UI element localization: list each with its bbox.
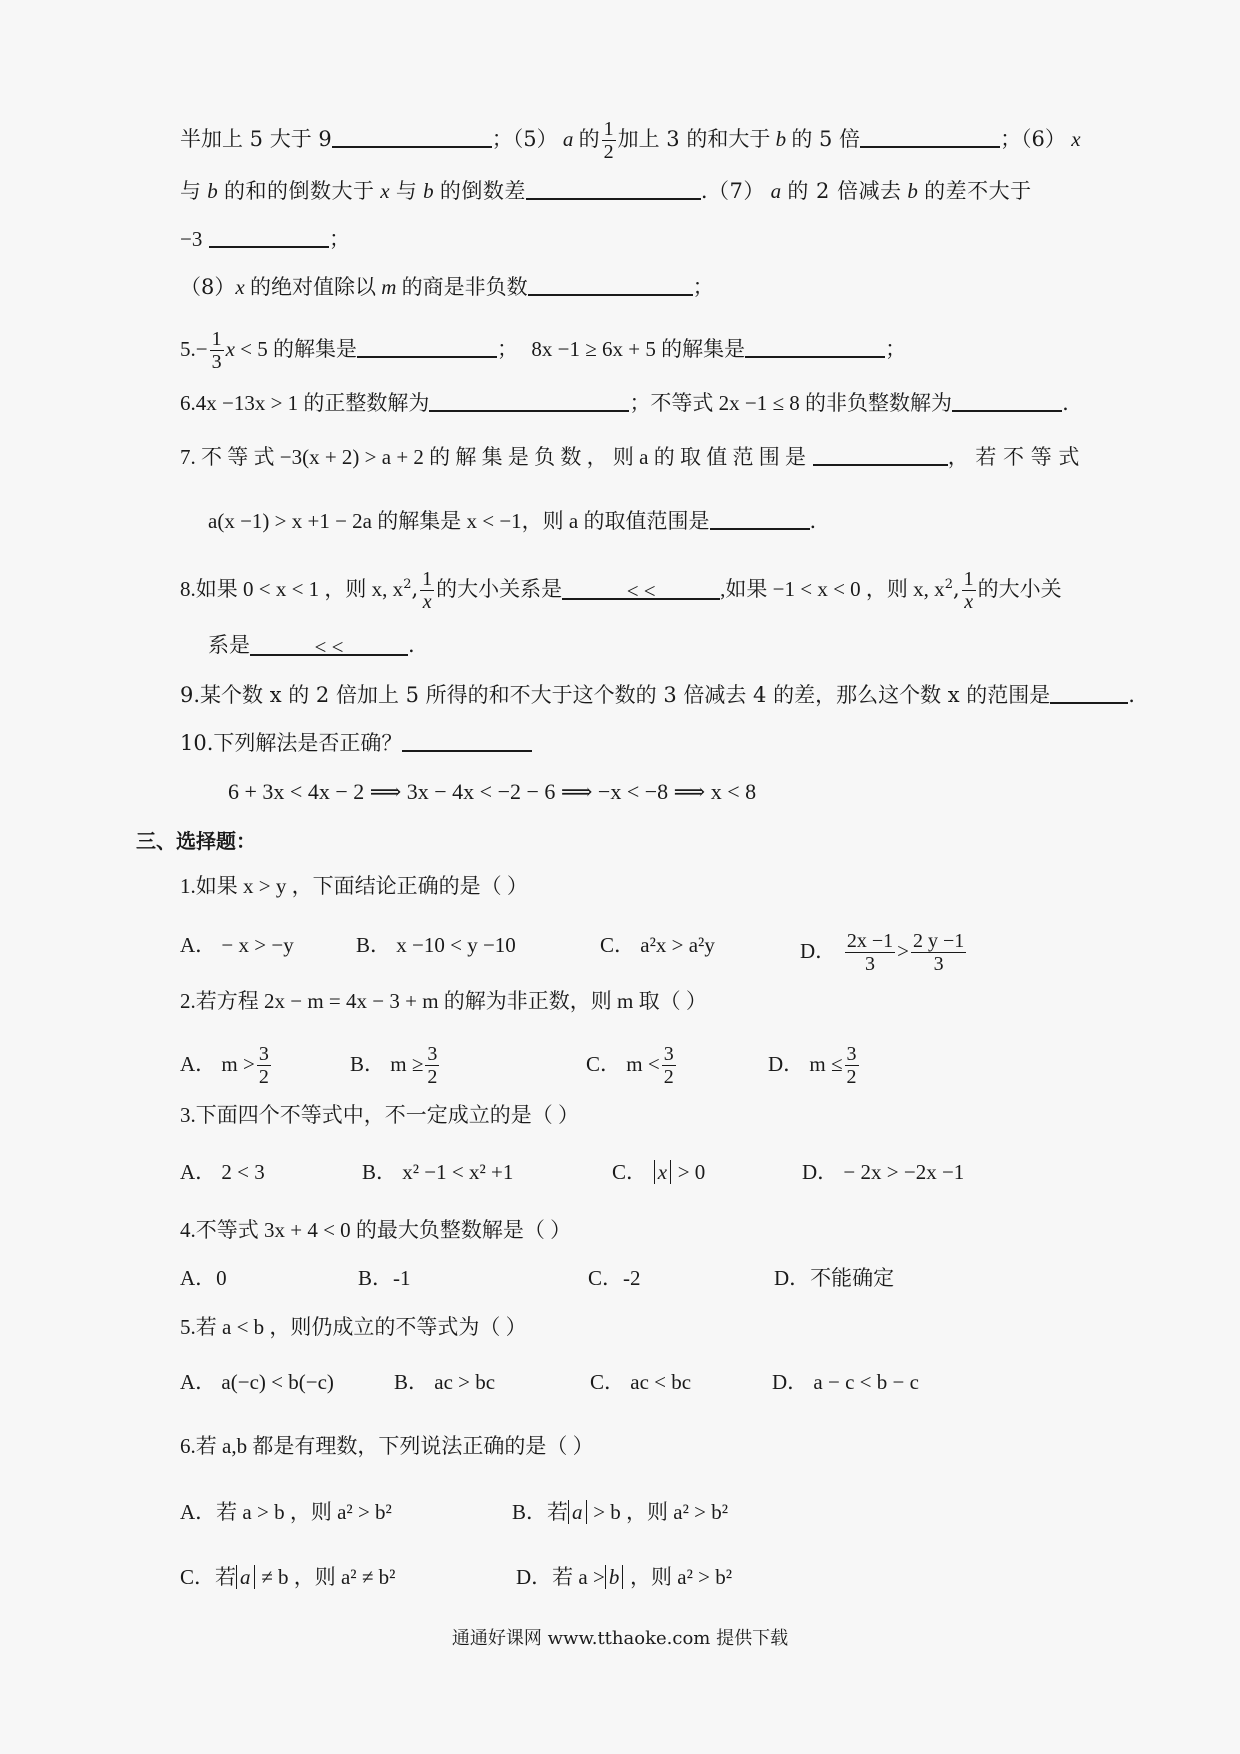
choice-q2-option-d[interactable] [768,1043,861,1088]
choice-q6-option-b[interactable] [512,1497,728,1527]
option-text: ≠ b ，则 a² ≠ b² [261,1565,396,1589]
fraction-denominator: 2 [427,1066,438,1088]
choice-q4-option-d[interactable]: D．不能确定 [774,1266,895,1290]
math-expression: 8x −1 ≥ 6x + 5 的解集是 [531,337,746,361]
option-label: D．若 a > [516,1565,605,1589]
fraction: $\frac{1}{x}$ [963,568,974,613]
text: ； [885,337,907,361]
question-number: 5.− [180,337,208,361]
answer-blank[interactable] [528,272,693,296]
page-footer: 通通好课网 www.tthaoke.com 提供下载 [451,1628,789,1649]
question-8-line-1: 8.如果 0 < x < 1 ，则 x, $x^2$, $\frac{1}{x}$ 的大小关系是 < < ,如果 −1 < x < 0 ，则 x, $x^2$, $\frac{1}{x}$ 的大小关 [180,568,1062,613]
math-expression: < 5 的解集是 [240,337,358,361]
fraction [425,1043,439,1088]
math-expression: 7. 不 等 式 −3(x + 2) > a + 2 的 解 集 是 负 数 ， 则 a 的 取 值 范 围 是 [180,445,806,469]
choice-q5-stem: 5.若 a < b ，则仍成立的不等式为（ ） [180,1315,527,1339]
option-label: D． [800,939,837,963]
option-text: A． m > [180,1052,255,1076]
option-text: > b ，则 a² > b² [593,1500,729,1524]
choice-q3-option-b[interactable]: B． x² −1 < x² +1 [362,1160,514,1184]
option-text: D． m ≤ [768,1052,843,1076]
fraction-denominator: 2 [663,1066,674,1088]
option-text: > 0 [677,1160,706,1184]
fraction-denominator: 2 [258,1066,269,1088]
choice-q5-option-b[interactable]: B． ac > bc [394,1370,496,1394]
choice-q6-option-a[interactable]: A．若 a > b ，则 a² > b² [180,1500,392,1524]
text: 的 2 倍减去 [787,179,902,203]
choice-q3-option-c[interactable] [612,1157,705,1187]
choice-q2-option-b[interactable] [350,1043,441,1088]
option-text: C． m < [586,1052,660,1076]
choice-q3-option-d[interactable]: D． − 2x > −2x −1 [802,1160,965,1184]
answer-blank[interactable]: < < [250,632,408,656]
fraction: $\frac{1}{3}$ [211,328,222,373]
choice-q6-option-c[interactable] [180,1562,395,1592]
answer-blank[interactable] [429,388,629,412]
text: ， 若 不 等 式 [947,445,1080,469]
answer-blank[interactable] [813,442,948,466]
answer-blank[interactable] [710,506,810,530]
absolute-value: b [605,1565,624,1589]
question-6: 6.4x −13x > 1 的正整数解为 ；不等式 2x −1 ≤ 8 的非负整数解为 . [180,388,1069,418]
question-7-line-1 [180,442,1079,472]
fraction: $\frac{1}{x}$ [422,568,433,613]
fraction [845,930,895,975]
question-5: 5.− $\frac{1}{3}$ x < 5 的解集是 ； 8x −1 ≥ 6x + 5 的解集是 ； [180,328,907,373]
fraction-denominator: 3 [933,953,944,975]
answer-blank[interactable] [209,224,329,248]
math-expression: ；不等式 2x −1 ≤ 8 的非负整数解为 [629,391,953,415]
text: 与 [395,179,418,203]
text: 的 [578,127,600,151]
q4-continuation-text: 半加上 5 大于 9 [180,127,332,151]
item-label: （8） [180,275,236,299]
choice-q5-option-a[interactable]: A． a(−c) < b(−c) [180,1370,334,1394]
choice-q4-option-b[interactable]: B．-1 [358,1266,411,1290]
fraction [662,1043,676,1088]
fill-in-line-1: 半加上 5 大于 9 ；（5） a 的 $\frac{1}{2}$ 加上 3 的和大于 b 的 5 倍 ；（6） x [180,118,1081,163]
choice-q2-option-c[interactable] [586,1043,678,1088]
choice-q2-stem: 2.若方程 2x − m = 4x − 3 + m 的解为非正数，则 m 取（ ） [180,989,707,1013]
option-text: ，则 a² > b² [630,1565,733,1589]
text: 的 5 倍 [791,127,861,151]
choice-q1-option-a[interactable]: A． − x > −y [180,933,294,957]
text: 的大小关系是 [436,577,563,601]
choice-q2-option-a[interactable] [180,1043,273,1088]
fraction-numerator: 1 [603,118,614,140]
question-8-line-2: 系是 < < . [208,633,415,659]
question-text: 10.下列解法是否正确？ [180,731,403,755]
text: 的绝对值除以 [249,275,376,299]
text: 的差不大于 [924,179,1032,203]
choice-q1-option-c[interactable]: C． a²x > a²y [600,933,715,957]
section-heading: 三、选择题： [136,829,256,853]
operator: > [897,939,909,963]
text: 的和的倒数大于 [224,179,375,203]
answer-blank[interactable] [357,334,497,358]
question-10 [180,728,532,758]
fraction-numerator: 3 [846,1043,857,1065]
answer-blank[interactable] [860,124,1000,148]
choice-q1-stem: 1.如果 x > y ，下面结论正确的是（ ） [180,874,528,898]
text: 系是 [208,633,250,657]
choice-q4-stem: 4.不等式 3x + 4 < 0 的最大负整数解是（ ） [180,1218,572,1242]
fill-in-line-3 [180,224,350,254]
text: 加上 3 的和大于 [617,127,771,151]
text: 的大小关 [977,577,1062,601]
answer-blank[interactable] [745,334,885,358]
fraction-denominator: 3 [865,953,875,975]
fraction-numerator: 2 y −1 [912,930,965,952]
absolute-value: x [654,1160,671,1184]
fraction [602,118,616,163]
math-expression: 8.如果 0 < x < 1 ，则 x, x [180,577,404,601]
fill-in-line-2: 与 b 的和的倒数大于 x 与 b 的倒数差 .（7） a 的 2 倍减去 b 的差不大于 [180,176,1032,206]
question-10-expression: 6 + 3x < 4x − 2 ⟹ 3x − 4x < −2 − 6 ⟹ −x < −8 ⟹ x < 8 [228,779,757,804]
fraction [845,1043,859,1088]
fraction-numerator: 3 [258,1043,269,1065]
option-label: B．若 [512,1500,569,1524]
choice-q1-option-d[interactable] [800,930,968,975]
fill-in-line-4: （8）x 的绝对值除以 m 的商是非负数 ； [180,272,714,302]
text: 与 [180,179,202,203]
option-text: B． m ≥ [350,1052,424,1076]
question-text: 9.某个数 x 的 2 倍加上 5 所得的和不大于这个数的 3 倍减去 4 的差，那么这个数 x 的范围是 [180,683,1051,707]
fraction-denominator: 2 [603,141,614,163]
answer-blank[interactable] [952,388,1062,412]
absolute-value: a [568,1500,587,1524]
math-value: −3 [180,227,203,251]
absolute-value: a [236,1565,255,1589]
option-label: C．若 [180,1565,237,1589]
question-7-line-2: a(x −1) > x +1 − 2a 的解集是 x < −1，则 a 的取值范围是 . [208,506,816,536]
fraction-numerator: 3 [427,1043,438,1065]
answer-blank[interactable]: < < [562,576,720,600]
fraction-numerator: 2x −1 [846,930,894,952]
choice-q5-option-c[interactable]: C． ac < bc [590,1370,692,1394]
item-label: .（7） [700,179,765,203]
fraction-denominator: 2 [846,1066,857,1088]
choice-q4-option-a[interactable]: A．0 [180,1266,227,1290]
math-expression: a(x −1) > x +1 − 2a 的解集是 x < −1，则 a 的取值范围是 [208,509,710,533]
choice-q1-option-b[interactable]: B． x −10 < y −10 [356,933,516,957]
fraction [911,930,966,975]
item-label: ；（6） [1000,127,1066,151]
answer-blank[interactable] [1050,680,1128,704]
math-expression: 6.4x −13x > 1 的正整数解为 [180,391,430,415]
choice-q4-option-c[interactable]: C．-2 [588,1266,641,1290]
fraction [257,1043,271,1088]
choice-q6-stem: 6.若 a,b 都是有理数，下列说法正确的是（ ） [180,1434,594,1458]
option-label: C． [612,1160,648,1184]
text: 的倒数差 [439,179,526,203]
text: 的商是非负数 [401,275,528,299]
choice-q5-option-d[interactable]: D． a − c < b − c [772,1370,919,1394]
choice-q3-option-a[interactable]: A． 2 < 3 [180,1160,265,1184]
question-9: 9.某个数 x 的 2 倍加上 5 所得的和不大于这个数的 3 倍减去 4 的差，那么这个数 x 的范围是 . [180,680,1135,710]
answer-blank[interactable] [332,124,492,148]
text: ； [692,275,714,299]
item-label: ；（5） [491,127,558,151]
text: ； [497,337,519,361]
answer-blank[interactable] [526,176,701,200]
math-expression: ,如果 −1 < x < 0 ，则 x, x [720,577,945,601]
choice-q6-option-d[interactable] [516,1562,732,1592]
fraction-numerator: 3 [663,1043,674,1065]
answer-blank[interactable] [402,728,532,752]
choice-q3-stem: 3.下面四个不等式中，不一定成立的是（ ） [180,1103,579,1127]
text: ； [329,227,351,251]
